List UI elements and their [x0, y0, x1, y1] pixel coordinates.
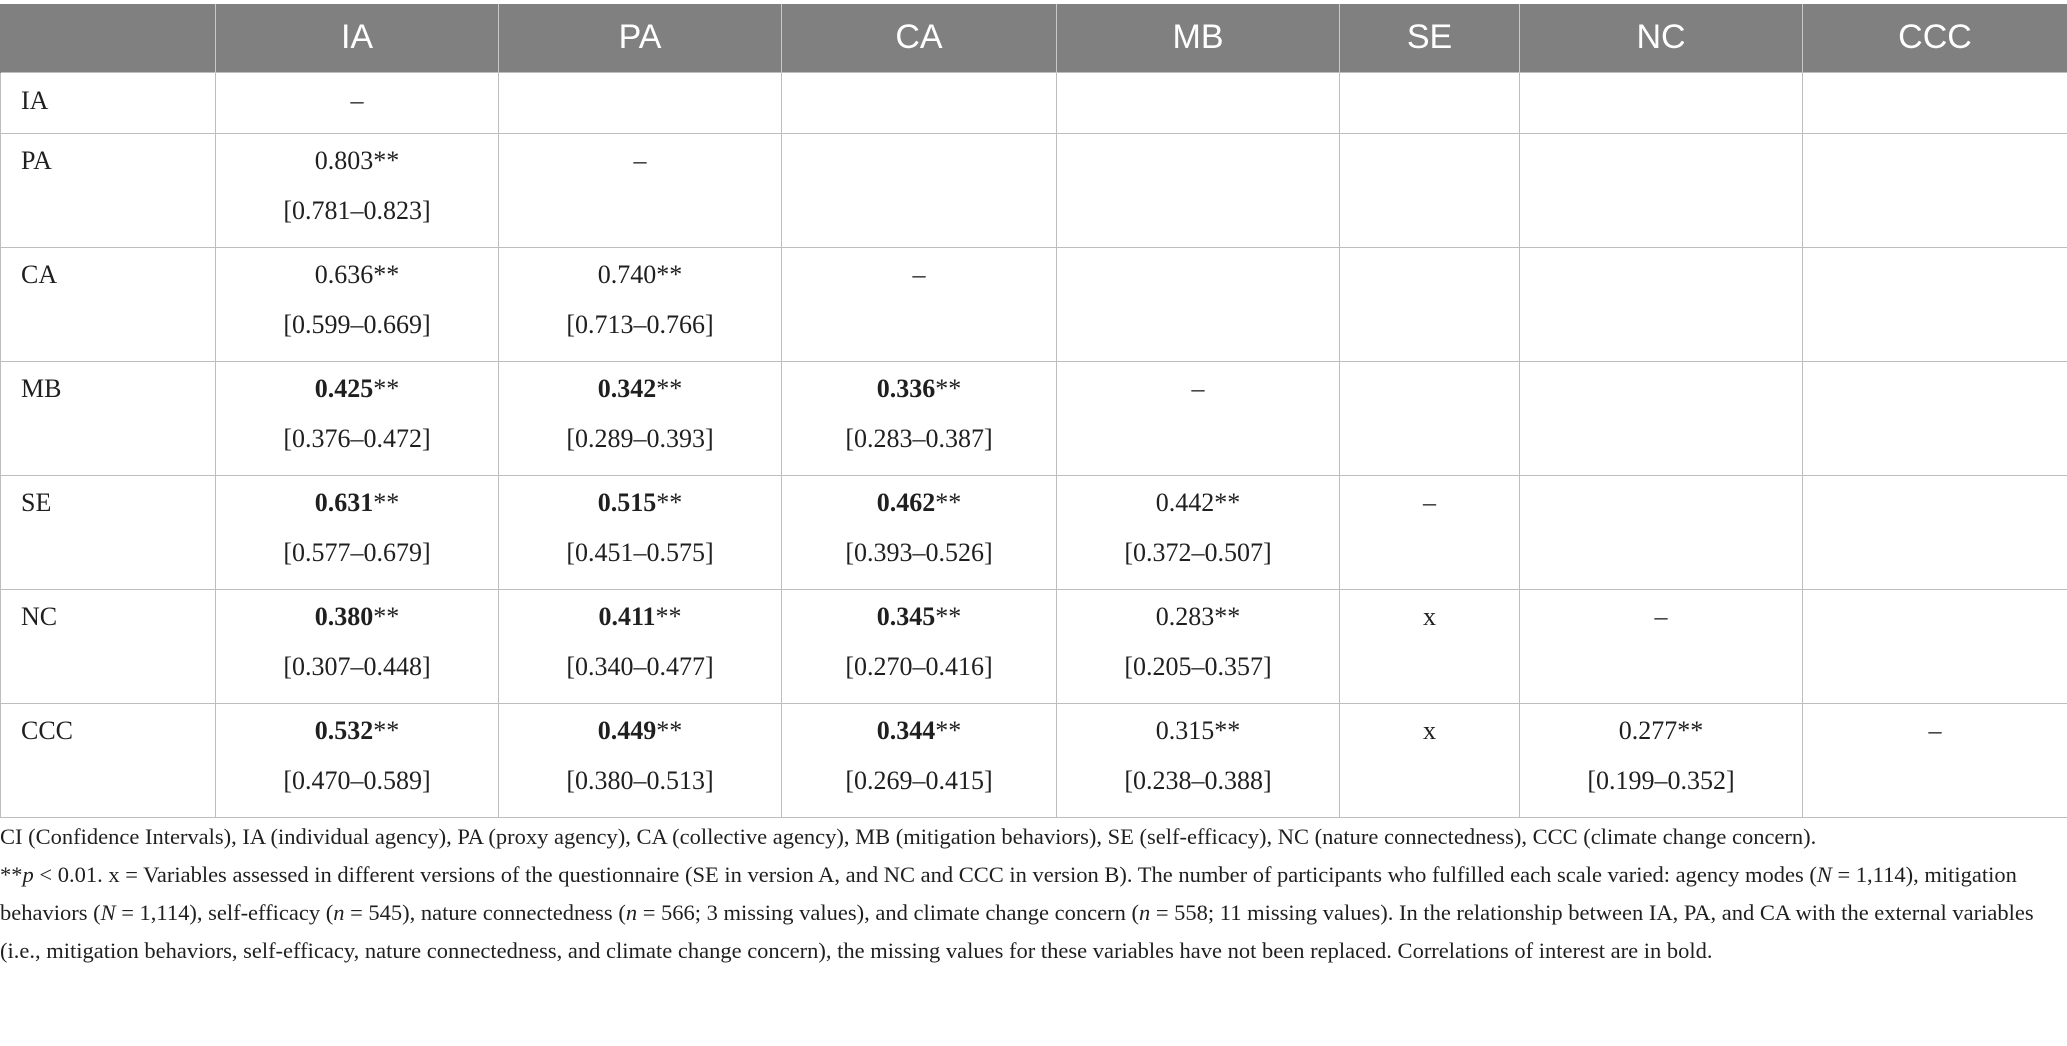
confidence-interval: [0.577–0.679] — [283, 537, 431, 567]
cell-value-line — [1803, 592, 2067, 642]
cell-value-line — [1803, 136, 2067, 186]
table-cell — [1340, 72, 1520, 133]
cell-value-line — [1520, 478, 1802, 528]
table-cell — [782, 589, 1057, 703]
cell-value-line — [1057, 706, 1339, 756]
table-cell — [1520, 72, 1803, 133]
row-label: MB — [1, 361, 216, 475]
cell-value-line — [1057, 364, 1339, 414]
table-cell — [1057, 361, 1340, 475]
cell-value-line — [1057, 592, 1339, 642]
cell-value-line — [782, 73, 1056, 123]
table-notes — [0, 818, 2040, 970]
correlation-value: 0.449 — [597, 715, 657, 745]
table-cell — [1520, 703, 1803, 817]
table-cell — [782, 703, 1057, 817]
correlation-value: – — [633, 145, 647, 175]
table-cell — [1803, 703, 2067, 817]
footnote-text: = 545), nature connectedness ( — [344, 900, 626, 925]
table-row — [1, 589, 2067, 703]
cell-value-line — [1520, 364, 1802, 414]
confidence-interval: [0.599–0.669] — [283, 309, 431, 339]
cell-value-line — [1057, 250, 1339, 300]
correlation-value: – — [1654, 601, 1668, 631]
cell-value-line — [1057, 136, 1339, 186]
header-mb: MB — [1057, 4, 1340, 72]
significance-marker: ** — [935, 715, 962, 745]
table-cell — [499, 361, 782, 475]
cell-value-line — [216, 250, 498, 300]
correlation-value: 0.631 — [314, 487, 374, 517]
table-row — [1, 247, 2067, 361]
correlation-value: 0.462 — [876, 487, 936, 517]
footnote-text: = 558; 11 missing values). In the relationship between IA, PA, and CA with the external variables (i.e., mitigation behaviors, self-efficacy, nature connectedness, and climate change concern), the missing values for these variables have not been replaced. Correlations of interest are in bold. — [0, 900, 2034, 963]
correlation-value: x — [1423, 601, 1436, 631]
table-cell — [499, 589, 782, 703]
table-cell — [782, 133, 1057, 247]
significance-marker: ** — [1214, 601, 1241, 631]
table-row — [1, 72, 2067, 133]
table-cell — [1803, 133, 2067, 247]
footnote-italic-symbol: n — [625, 900, 638, 925]
correlation-value: 0.442 — [1155, 487, 1215, 517]
table-row — [1, 703, 2067, 817]
row-label: SE — [1, 475, 216, 589]
cell-value-line — [1520, 136, 1802, 186]
correlation-value: 0.344 — [876, 715, 936, 745]
cell-value-line — [1057, 478, 1339, 528]
row-label: CCC — [1, 703, 216, 817]
table-row — [1, 475, 2067, 589]
confidence-interval: [0.283–0.387] — [845, 423, 993, 453]
correlation-value: – — [1928, 715, 1942, 745]
table-cell — [1057, 475, 1340, 589]
cell-value-line — [1340, 73, 1519, 123]
correlation-value: 0.336 — [876, 373, 936, 403]
footnote-italic-symbol: n — [333, 900, 345, 925]
cell-value-line — [782, 706, 1056, 756]
correlation-value: – — [1423, 487, 1436, 517]
significance-marker: ** — [656, 715, 683, 745]
correlation-value: – — [1191, 373, 1205, 403]
cell-value-line — [1340, 592, 1519, 642]
row-label: IA — [1, 72, 216, 133]
significance-marker: ** — [935, 601, 962, 631]
table-cell — [1340, 247, 1520, 361]
correlation-value: 0.515 — [597, 487, 657, 517]
table-cell — [1520, 589, 1803, 703]
significance-marker: ** — [373, 373, 400, 403]
confidence-interval: [0.713–0.766] — [566, 309, 714, 339]
table-cell — [1803, 589, 2067, 703]
correlation-value: 0.425 — [314, 373, 374, 403]
correlation-value: 0.283 — [1155, 601, 1215, 631]
table-row — [1, 133, 2067, 247]
table-cell — [1340, 589, 1520, 703]
table-cell — [499, 72, 782, 133]
row-label: CA — [1, 247, 216, 361]
cell-value-line — [499, 592, 781, 642]
cell-value-line — [1803, 706, 2067, 756]
cell-value-line — [499, 478, 781, 528]
cell-value-line — [1520, 250, 1802, 300]
row-label: PA — [1, 133, 216, 247]
correlation-table-container — [0, 4, 2067, 818]
footnote-text: = 1,114), mitigation behaviors ( — [0, 862, 2017, 925]
cell-value-line — [1803, 73, 2067, 123]
table-cell — [1057, 72, 1340, 133]
cell-value-line — [499, 706, 781, 756]
correlation-value: 0.345 — [876, 601, 936, 631]
table-cell — [1803, 247, 2067, 361]
cell-value-line — [1520, 706, 1802, 756]
table-header-row — [1, 4, 2067, 72]
confidence-interval: [0.238–0.388] — [1124, 765, 1272, 795]
confidence-interval: [0.393–0.526] — [845, 537, 993, 567]
correlation-value: 0.411 — [598, 601, 656, 631]
significance-marker: ** — [1214, 715, 1241, 745]
table-cell — [782, 361, 1057, 475]
cell-value-line — [1803, 250, 2067, 300]
cell-value-line — [1340, 706, 1519, 756]
footnote-p-symbol: p — [22, 862, 34, 887]
table-cell — [1520, 475, 1803, 589]
cell-value-line — [216, 706, 498, 756]
cell-value-line — [782, 592, 1056, 642]
table-cell — [1057, 703, 1340, 817]
table-cell — [1520, 133, 1803, 247]
cell-value-line — [1057, 73, 1339, 123]
table-cell — [499, 703, 782, 817]
correlation-value: 0.277 — [1618, 715, 1678, 745]
significance-marker: ** — [373, 601, 400, 631]
confidence-interval: [0.269–0.415] — [845, 765, 993, 795]
correlation-value: 0.315 — [1155, 715, 1215, 745]
header-ccc: CCC — [1803, 4, 2067, 72]
significance-marker: ** — [656, 487, 683, 517]
significance-marker: ** — [656, 259, 683, 289]
table-cell — [216, 475, 499, 589]
header-se: SE — [1340, 4, 1520, 72]
confidence-interval: [0.372–0.507] — [1124, 537, 1272, 567]
table-cell — [499, 133, 782, 247]
table-cell — [216, 361, 499, 475]
header-ia: IA — [216, 4, 499, 72]
table-cell — [499, 247, 782, 361]
table-cell — [1340, 361, 1520, 475]
table-cell — [1803, 72, 2067, 133]
table-cell — [1057, 133, 1340, 247]
correlation-value: 0.342 — [597, 373, 657, 403]
table-cell — [1340, 475, 1520, 589]
footnote-text: = 1,114), self-efficacy ( — [115, 900, 334, 925]
cell-value-line — [216, 592, 498, 642]
significance-marker: ** — [373, 487, 400, 517]
significance-marker: ** — [373, 145, 400, 175]
table-cell — [1803, 361, 2067, 475]
correlation-value: 0.532 — [314, 715, 374, 745]
cell-value-line — [1803, 364, 2067, 414]
correlation-value: 0.380 — [314, 601, 374, 631]
abbreviations-note: CI (Confidence Intervals), IA (individual agency), PA (proxy agency), CA (collective agency), MB (mitigation behaviors), SE (self-efficacy), NC (nature connectedness), CCC (climate change concern). — [0, 824, 1817, 849]
cell-value-line — [782, 250, 1056, 300]
confidence-interval: [0.270–0.416] — [845, 651, 993, 681]
significance-marker: ** — [655, 601, 682, 631]
correlation-value: x — [1423, 715, 1436, 745]
row-label: NC — [1, 589, 216, 703]
significance-marker: ** — [373, 259, 400, 289]
cell-value-line — [782, 136, 1056, 186]
table-cell — [216, 247, 499, 361]
significance-marker: ** — [1214, 487, 1241, 517]
table-cell — [782, 247, 1057, 361]
cell-value-line — [1803, 478, 2067, 528]
table-cell — [216, 589, 499, 703]
cell-value-line — [499, 136, 781, 186]
cell-value-line — [782, 364, 1056, 414]
table-body — [1, 72, 2067, 817]
header-pa: PA — [499, 4, 782, 72]
table-row — [1, 361, 2067, 475]
correlation-value: 0.803 — [314, 145, 374, 175]
table-cell — [1340, 703, 1520, 817]
cell-value-line — [216, 73, 498, 123]
significance-marker: ** — [373, 715, 400, 745]
header-nc: NC — [1520, 4, 1803, 72]
header-ca: CA — [782, 4, 1057, 72]
footnote-italic-symbol: N — [100, 900, 116, 925]
table-cell — [216, 72, 499, 133]
header-corner — [1, 4, 216, 72]
table-cell — [499, 475, 782, 589]
significance-footnote — [0, 856, 2040, 970]
correlation-value: 0.740 — [597, 259, 657, 289]
table-cell — [1057, 589, 1340, 703]
confidence-interval: [0.376–0.472] — [283, 423, 431, 453]
table-cell — [782, 72, 1057, 133]
confidence-interval: [0.205–0.357] — [1124, 651, 1272, 681]
cell-value-line — [499, 364, 781, 414]
significance-marker: ** — [1677, 715, 1704, 745]
significance-marker: ** — [935, 487, 962, 517]
cell-value-line — [1340, 136, 1519, 186]
cell-value-line — [1340, 364, 1519, 414]
cell-value-line — [216, 478, 498, 528]
cell-value-line — [499, 250, 781, 300]
significance-marker: ** — [935, 373, 962, 403]
confidence-interval: [0.199–0.352] — [1587, 765, 1735, 795]
table-cell — [216, 703, 499, 817]
cell-value-line — [782, 478, 1056, 528]
table-cell — [1803, 475, 2067, 589]
correlation-table — [0, 4, 2067, 818]
table-cell — [1057, 247, 1340, 361]
footnote-text: < 0.01. x = Variables assessed in different versions of the questionnaire (SE in version A, and NC and CCC in version B). The number of participants who fulfilled each scale varied: agency modes ( — [33, 862, 1817, 887]
footnote-italic-symbol: n — [1138, 900, 1151, 925]
table-cell — [1520, 247, 1803, 361]
table-cell — [782, 475, 1057, 589]
cell-value-line — [1520, 73, 1802, 123]
confidence-interval: [0.340–0.477] — [566, 651, 714, 681]
correlation-value: – — [912, 259, 926, 289]
confidence-interval: [0.289–0.393] — [566, 423, 714, 453]
table-cell — [1520, 361, 1803, 475]
cell-value-line — [1520, 592, 1802, 642]
confidence-interval: [0.307–0.448] — [283, 651, 431, 681]
cell-value-line — [499, 73, 781, 123]
table-cell — [1340, 133, 1520, 247]
correlation-value: – — [350, 85, 364, 115]
correlation-value: 0.636 — [314, 259, 374, 289]
cell-value-line — [1340, 250, 1519, 300]
confidence-interval: [0.470–0.589] — [283, 765, 431, 795]
footnote-italic-symbol: N — [1816, 862, 1832, 887]
footnote-sig-marker: ** — [0, 862, 23, 887]
significance-marker: ** — [656, 373, 683, 403]
confidence-interval: [0.451–0.575] — [566, 537, 714, 567]
table-cell — [216, 133, 499, 247]
footnote-text: = 566; 3 missing values), and climate change concern ( — [637, 900, 1139, 925]
confidence-interval: [0.781–0.823] — [283, 195, 431, 225]
cell-value-line — [216, 136, 498, 186]
cell-value-line — [216, 364, 498, 414]
cell-value-line — [1340, 478, 1519, 528]
confidence-interval: [0.380–0.513] — [566, 765, 714, 795]
